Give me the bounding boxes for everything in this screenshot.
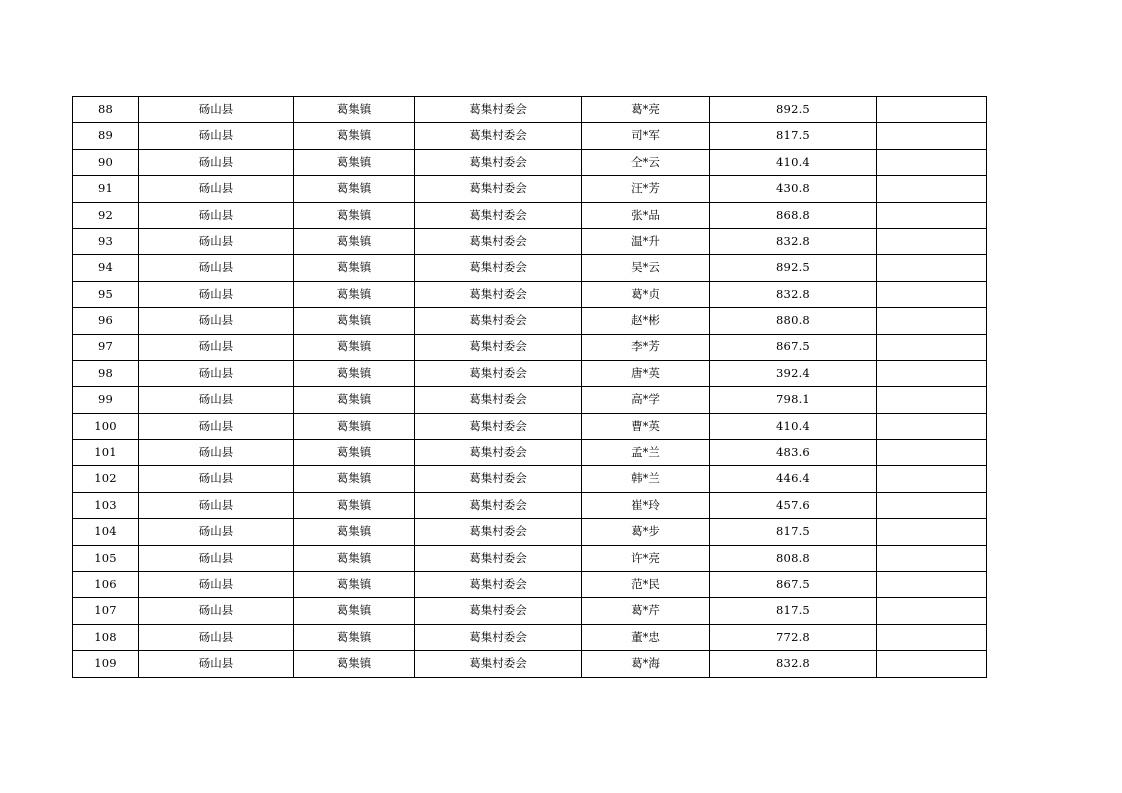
- table-row: [73, 360, 987, 386]
- table-row: [73, 255, 987, 281]
- cell-amount: 483.6: [710, 440, 877, 466]
- cell-county: 砀山县: [139, 176, 294, 202]
- cell-village-committee: 葛集村委会: [415, 176, 582, 202]
- cell-village-committee: 葛集村委会: [415, 598, 582, 624]
- cell-town: 葛集镇: [294, 123, 415, 149]
- cell-town: 葛集镇: [294, 598, 415, 624]
- cell-amount: 410.4: [710, 149, 877, 175]
- cell-town: 葛集镇: [294, 281, 415, 307]
- cell-note: [877, 651, 987, 677]
- cell-person-name: 葛*亮: [582, 97, 710, 123]
- cell-county: 砀山县: [139, 281, 294, 307]
- cell-row-number: 90: [73, 149, 139, 175]
- cell-town: 葛集镇: [294, 255, 415, 281]
- cell-amount: 832.8: [710, 228, 877, 254]
- cell-person-name: 葛*贞: [582, 281, 710, 307]
- cell-county: 砀山县: [139, 624, 294, 650]
- cell-county: 砀山县: [139, 149, 294, 175]
- cell-note: [877, 572, 987, 598]
- cell-county: 砀山县: [139, 492, 294, 518]
- cell-village-committee: 葛集村委会: [415, 572, 582, 598]
- cell-note: [877, 598, 987, 624]
- cell-amount: 867.5: [710, 572, 877, 598]
- cell-row-number: 98: [73, 360, 139, 386]
- cell-amount: 880.8: [710, 308, 877, 334]
- table-row: [73, 308, 987, 334]
- cell-row-number: 97: [73, 334, 139, 360]
- cell-county: 砀山县: [139, 413, 294, 439]
- cell-person-name: 张*品: [582, 202, 710, 228]
- cell-note: [877, 308, 987, 334]
- cell-village-committee: 葛集村委会: [415, 255, 582, 281]
- cell-person-name: 司*军: [582, 123, 710, 149]
- cell-note: [877, 202, 987, 228]
- cell-village-committee: 葛集村委会: [415, 387, 582, 413]
- cell-amount: 817.5: [710, 598, 877, 624]
- table-row: [73, 334, 987, 360]
- cell-amount: 798.1: [710, 387, 877, 413]
- table-row: [73, 281, 987, 307]
- cell-person-name: 葛*步: [582, 519, 710, 545]
- cell-row-number: 102: [73, 466, 139, 492]
- cell-row-number: 103: [73, 492, 139, 518]
- table-row: [73, 651, 987, 677]
- cell-town: 葛集镇: [294, 519, 415, 545]
- cell-row-number: 104: [73, 519, 139, 545]
- cell-county: 砀山县: [139, 202, 294, 228]
- cell-note: [877, 360, 987, 386]
- cell-village-committee: 葛集村委会: [415, 651, 582, 677]
- cell-town: 葛集镇: [294, 97, 415, 123]
- cell-person-name: 汪*芳: [582, 176, 710, 202]
- cell-town: 葛集镇: [294, 387, 415, 413]
- cell-county: 砀山县: [139, 440, 294, 466]
- cell-note: [877, 281, 987, 307]
- cell-town: 葛集镇: [294, 651, 415, 677]
- cell-county: 砀山县: [139, 97, 294, 123]
- cell-amount: 772.8: [710, 624, 877, 650]
- cell-amount: 817.5: [710, 519, 877, 545]
- cell-row-number: 92: [73, 202, 139, 228]
- table-row: [73, 228, 987, 254]
- cell-county: 砀山县: [139, 598, 294, 624]
- cell-row-number: 105: [73, 545, 139, 571]
- cell-village-committee: 葛集村委会: [415, 492, 582, 518]
- cell-amount: 430.8: [710, 176, 877, 202]
- cell-person-name: 赵*彬: [582, 308, 710, 334]
- cell-note: [877, 97, 987, 123]
- cell-note: [877, 149, 987, 175]
- cell-note: [877, 545, 987, 571]
- cell-village-committee: 葛集村委会: [415, 440, 582, 466]
- cell-person-name: 韩*兰: [582, 466, 710, 492]
- cell-village-committee: 葛集村委会: [415, 308, 582, 334]
- cell-village-committee: 葛集村委会: [415, 123, 582, 149]
- cell-person-name: 范*民: [582, 572, 710, 598]
- cell-county: 砀山县: [139, 123, 294, 149]
- cell-person-name: 崔*玲: [582, 492, 710, 518]
- cell-town: 葛集镇: [294, 624, 415, 650]
- cell-village-committee: 葛集村委会: [415, 149, 582, 175]
- table-row: [73, 97, 987, 123]
- cell-row-number: 100: [73, 413, 139, 439]
- cell-town: 葛集镇: [294, 202, 415, 228]
- table-row: [73, 572, 987, 598]
- cell-note: [877, 413, 987, 439]
- cell-note: [877, 123, 987, 149]
- cell-village-committee: 葛集村委会: [415, 413, 582, 439]
- cell-county: 砀山县: [139, 572, 294, 598]
- cell-row-number: 107: [73, 598, 139, 624]
- cell-row-number: 94: [73, 255, 139, 281]
- cell-town: 葛集镇: [294, 492, 415, 518]
- cell-village-committee: 葛集村委会: [415, 97, 582, 123]
- cell-village-committee: 葛集村委会: [415, 281, 582, 307]
- cell-village-committee: 葛集村委会: [415, 624, 582, 650]
- table-row: [73, 387, 987, 413]
- cell-row-number: 89: [73, 123, 139, 149]
- cell-county: 砀山县: [139, 651, 294, 677]
- table-row: [73, 519, 987, 545]
- cell-amount: 808.8: [710, 545, 877, 571]
- cell-note: [877, 519, 987, 545]
- cell-note: [877, 334, 987, 360]
- cell-person-name: 仝*云: [582, 149, 710, 175]
- table-row: [73, 624, 987, 650]
- cell-note: [877, 228, 987, 254]
- table-row: [73, 149, 987, 175]
- cell-town: 葛集镇: [294, 440, 415, 466]
- cell-person-name: 李*芳: [582, 334, 710, 360]
- cell-town: 葛集镇: [294, 466, 415, 492]
- cell-village-committee: 葛集村委会: [415, 228, 582, 254]
- cell-person-name: 葛*海: [582, 651, 710, 677]
- cell-row-number: 91: [73, 176, 139, 202]
- cell-town: 葛集镇: [294, 572, 415, 598]
- cell-note: [877, 255, 987, 281]
- cell-amount: 457.6: [710, 492, 877, 518]
- table-row: [73, 123, 987, 149]
- cell-town: 葛集镇: [294, 413, 415, 439]
- cell-person-name: 温*升: [582, 228, 710, 254]
- cell-row-number: 101: [73, 440, 139, 466]
- cell-note: [877, 624, 987, 650]
- cell-county: 砀山县: [139, 360, 294, 386]
- cell-amount: 446.4: [710, 466, 877, 492]
- cell-village-committee: 葛集村委会: [415, 360, 582, 386]
- cell-amount: 868.8: [710, 202, 877, 228]
- cell-person-name: 孟*兰: [582, 440, 710, 466]
- cell-county: 砀山县: [139, 519, 294, 545]
- cell-town: 葛集镇: [294, 228, 415, 254]
- cell-person-name: 唐*英: [582, 360, 710, 386]
- cell-county: 砀山县: [139, 466, 294, 492]
- cell-village-committee: 葛集村委会: [415, 519, 582, 545]
- cell-amount: 817.5: [710, 123, 877, 149]
- cell-county: 砀山县: [139, 545, 294, 571]
- cell-amount: 832.8: [710, 651, 877, 677]
- cell-person-name: 葛*芹: [582, 598, 710, 624]
- cell-row-number: 96: [73, 308, 139, 334]
- cell-row-number: 95: [73, 281, 139, 307]
- cell-town: 葛集镇: [294, 149, 415, 175]
- cell-amount: 410.4: [710, 413, 877, 439]
- cell-village-committee: 葛集村委会: [415, 334, 582, 360]
- cell-amount: 392.4: [710, 360, 877, 386]
- cell-amount: 892.5: [710, 255, 877, 281]
- cell-town: 葛集镇: [294, 334, 415, 360]
- cell-county: 砀山县: [139, 255, 294, 281]
- cell-note: [877, 387, 987, 413]
- cell-row-number: 106: [73, 572, 139, 598]
- table-body: [73, 97, 987, 678]
- table-row: [73, 440, 987, 466]
- cell-row-number: 93: [73, 228, 139, 254]
- cell-county: 砀山县: [139, 228, 294, 254]
- table-row: [73, 413, 987, 439]
- cell-row-number: 88: [73, 97, 139, 123]
- cell-county: 砀山县: [139, 334, 294, 360]
- cell-row-number: 99: [73, 387, 139, 413]
- cell-note: [877, 466, 987, 492]
- cell-town: 葛集镇: [294, 308, 415, 334]
- cell-note: [877, 176, 987, 202]
- table-row: [73, 466, 987, 492]
- cell-town: 葛集镇: [294, 360, 415, 386]
- cell-town: 葛集镇: [294, 545, 415, 571]
- cell-amount: 832.8: [710, 281, 877, 307]
- cell-person-name: 董*忠: [582, 624, 710, 650]
- cell-row-number: 109: [73, 651, 139, 677]
- cell-town: 葛集镇: [294, 176, 415, 202]
- cell-note: [877, 492, 987, 518]
- cell-note: [877, 440, 987, 466]
- data-table: [72, 96, 987, 678]
- cell-amount: 892.5: [710, 97, 877, 123]
- table-row: [73, 202, 987, 228]
- cell-row-number: 108: [73, 624, 139, 650]
- cell-village-committee: 葛集村委会: [415, 466, 582, 492]
- table-row: [73, 598, 987, 624]
- table-row: [73, 176, 987, 202]
- table-row: [73, 545, 987, 571]
- cell-county: 砀山县: [139, 308, 294, 334]
- cell-person-name: 高*学: [582, 387, 710, 413]
- cell-person-name: 吴*云: [582, 255, 710, 281]
- cell-county: 砀山县: [139, 387, 294, 413]
- cell-person-name: 曹*英: [582, 413, 710, 439]
- cell-village-committee: 葛集村委会: [415, 545, 582, 571]
- cell-person-name: 许*亮: [582, 545, 710, 571]
- table-row: [73, 492, 987, 518]
- cell-amount: 867.5: [710, 334, 877, 360]
- cell-village-committee: 葛集村委会: [415, 202, 582, 228]
